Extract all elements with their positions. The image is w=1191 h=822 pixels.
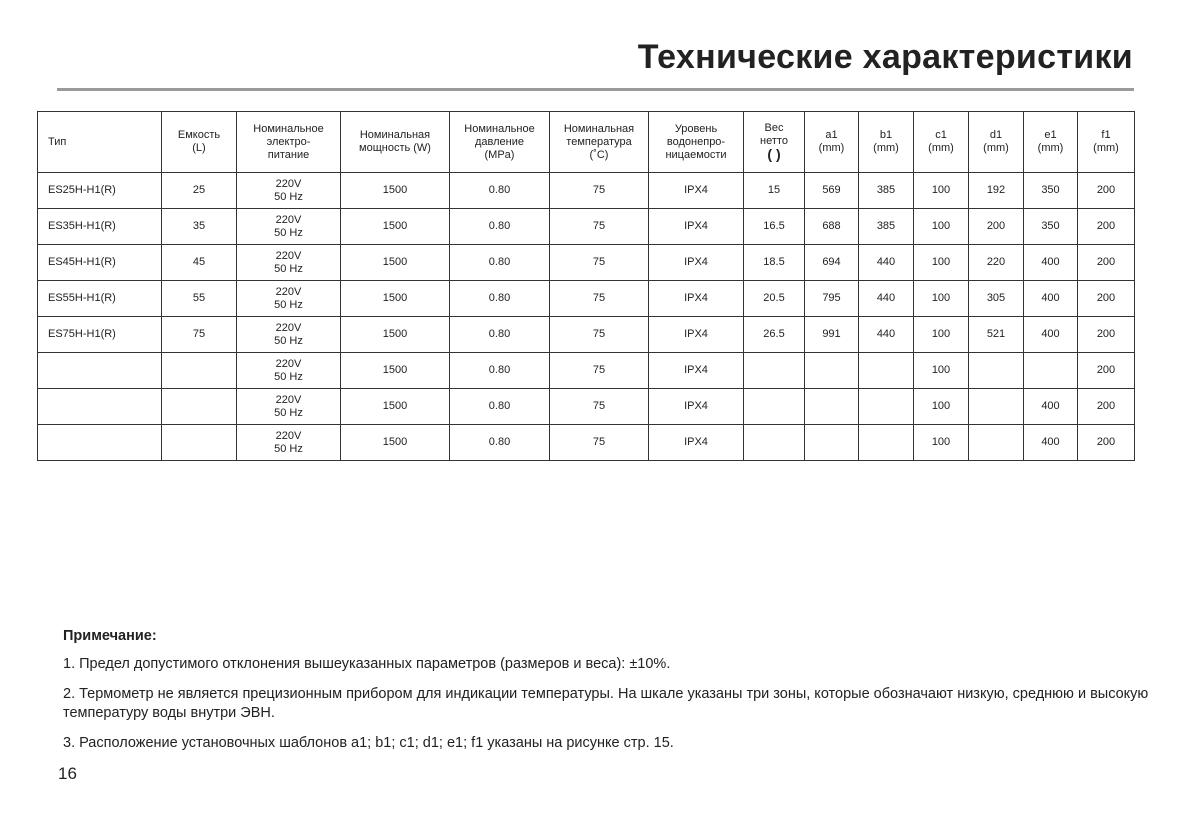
cell-b1 xyxy=(859,425,914,461)
cell-weight: 20.5 xyxy=(744,281,805,317)
cell-power-supply xyxy=(237,317,341,353)
table-row xyxy=(38,317,1135,353)
cell-frequency: 50 Hz xyxy=(274,370,303,383)
spec-table xyxy=(37,111,1135,461)
cell-b1: 440 xyxy=(859,281,914,317)
cell-d1 xyxy=(969,389,1024,425)
header-weight: Вес нетто ( ) xyxy=(744,112,805,173)
page-number: 16 xyxy=(58,764,77,783)
header-f1: f1 (mm) xyxy=(1078,112,1135,173)
cell-power-supply xyxy=(237,281,341,317)
cell-c1: 100 xyxy=(914,209,969,245)
header-temperature: Номинальная температура (˚C) xyxy=(550,112,649,173)
cell-pressure: 0.80 xyxy=(450,317,550,353)
cell-pressure: 0.80 xyxy=(450,389,550,425)
table-row xyxy=(38,281,1135,317)
cell-capacity: 35 xyxy=(162,209,237,245)
cell-temp: 75 xyxy=(550,173,649,209)
cell-pressure: 0.80 xyxy=(450,209,550,245)
cell-pressure: 0.80 xyxy=(450,245,550,281)
cell-f1: 200 xyxy=(1078,353,1135,389)
cell-frequency: 50 Hz xyxy=(274,262,303,275)
header-power: Номинальная мощность (W) xyxy=(341,112,450,173)
cell-e1: 400 xyxy=(1024,317,1078,353)
cell-a1: 795 xyxy=(805,281,859,317)
cell-c1: 100 xyxy=(914,173,969,209)
cell-weight xyxy=(744,353,805,389)
cell-b1: 385 xyxy=(859,173,914,209)
table-header-row xyxy=(38,112,1135,173)
cell-f1: 200 xyxy=(1078,389,1135,425)
title-divider xyxy=(57,88,1134,91)
header-waterproof: Уровень водонепро- ницаемости xyxy=(649,112,744,173)
cell-f1: 200 xyxy=(1078,317,1135,353)
cell-type xyxy=(38,389,162,425)
cell-ip: IPX4 xyxy=(649,173,744,209)
cell-a1 xyxy=(805,389,859,425)
cell-e1: 350 xyxy=(1024,209,1078,245)
cell-temp: 75 xyxy=(550,281,649,317)
cell-power: 1500 xyxy=(341,245,450,281)
cell-pressure: 0.80 xyxy=(450,173,550,209)
header-b1: b1 (mm) xyxy=(859,112,914,173)
cell-power-supply xyxy=(237,425,341,461)
cell-ip: IPX4 xyxy=(649,245,744,281)
cell-d1 xyxy=(969,353,1024,389)
cell-d1: 305 xyxy=(969,281,1024,317)
cell-d1: 200 xyxy=(969,209,1024,245)
cell-capacity: 45 xyxy=(162,245,237,281)
cell-a1: 694 xyxy=(805,245,859,281)
table-row xyxy=(38,425,1135,461)
cell-weight: 18.5 xyxy=(744,245,805,281)
cell-ip: IPX4 xyxy=(649,353,744,389)
cell-capacity: 55 xyxy=(162,281,237,317)
cell-capacity: 25 xyxy=(162,173,237,209)
cell-ip: IPX4 xyxy=(649,389,744,425)
cell-c1: 100 xyxy=(914,317,969,353)
cell-ip: IPX4 xyxy=(649,209,744,245)
cell-frequency: 50 Hz xyxy=(274,298,303,311)
cell-voltage: 220V xyxy=(275,249,302,262)
cell-weight: 15 xyxy=(744,173,805,209)
cell-c1: 100 xyxy=(914,245,969,281)
cell-pressure: 0.80 xyxy=(450,353,550,389)
cell-weight xyxy=(744,425,805,461)
table-row xyxy=(38,389,1135,425)
cell-voltage: 220V xyxy=(275,213,302,226)
cell-d1: 521 xyxy=(969,317,1024,353)
cell-type: ES75H-H1(R) xyxy=(38,317,162,353)
cell-type: ES35H-H1(R) xyxy=(38,209,162,245)
cell-capacity: 75 xyxy=(162,317,237,353)
cell-b1 xyxy=(859,389,914,425)
cell-f1: 200 xyxy=(1078,173,1135,209)
table-row xyxy=(38,209,1135,245)
header-d1: d1 (mm) xyxy=(969,112,1024,173)
cell-a1 xyxy=(805,353,859,389)
cell-voltage: 220V xyxy=(275,177,302,190)
cell-weight xyxy=(744,389,805,425)
cell-power: 1500 xyxy=(341,425,450,461)
cell-b1: 385 xyxy=(859,209,914,245)
cell-temp: 75 xyxy=(550,389,649,425)
cell-b1: 440 xyxy=(859,245,914,281)
cell-f1: 200 xyxy=(1078,245,1135,281)
cell-temp: 75 xyxy=(550,317,649,353)
cell-ip: IPX4 xyxy=(649,317,744,353)
cell-f1: 200 xyxy=(1078,425,1135,461)
note-item: 2. Термометр не является прецизионным прибором для индикации температуры. На шкале указаны три зоны, которые обозначают низкую, среднюю и высокую температуру воды внутри ЭВН. xyxy=(63,686,1149,721)
cell-ip: IPX4 xyxy=(649,281,744,317)
cell-pressure: 0.80 xyxy=(450,425,550,461)
cell-temp: 75 xyxy=(550,353,649,389)
header-capacity: Емкость (L) xyxy=(162,112,237,173)
cell-frequency: 50 Hz xyxy=(274,226,303,239)
header-power-supply: Номинальное электро- питание xyxy=(237,112,341,173)
cell-type: ES55H-H1(R) xyxy=(38,281,162,317)
cell-capacity xyxy=(162,389,237,425)
header-c1: c1 (mm) xyxy=(914,112,969,173)
cell-type xyxy=(38,353,162,389)
cell-power-supply xyxy=(237,209,341,245)
cell-power-supply xyxy=(237,353,341,389)
cell-e1: 400 xyxy=(1024,245,1078,281)
cell-capacity xyxy=(162,353,237,389)
cell-frequency: 50 Hz xyxy=(274,406,303,419)
notes-heading: Примечание: xyxy=(63,628,157,644)
cell-c1: 100 xyxy=(914,353,969,389)
cell-temp: 75 xyxy=(550,245,649,281)
cell-e1: 400 xyxy=(1024,389,1078,425)
cell-power-supply xyxy=(237,245,341,281)
page-title: Технические характеристики xyxy=(637,38,1133,76)
cell-a1: 569 xyxy=(805,173,859,209)
cell-power: 1500 xyxy=(341,353,450,389)
cell-power: 1500 xyxy=(341,173,450,209)
cell-e1: 400 xyxy=(1024,425,1078,461)
table-row xyxy=(38,245,1135,281)
cell-power: 1500 xyxy=(341,389,450,425)
header-e1: e1 (mm) xyxy=(1024,112,1078,173)
cell-pressure: 0.80 xyxy=(450,281,550,317)
cell-type xyxy=(38,425,162,461)
cell-voltage: 220V xyxy=(275,429,302,442)
cell-b1 xyxy=(859,353,914,389)
cell-type: ES45H-H1(R) xyxy=(38,245,162,281)
table-row xyxy=(38,353,1135,389)
cell-voltage: 220V xyxy=(275,285,302,298)
cell-f1: 200 xyxy=(1078,209,1135,245)
cell-power: 1500 xyxy=(341,317,450,353)
note-item: 3. Расположение установочных шаблонов a1; b1; c1; d1; e1; f1 указаны на рисунке стр. 15. xyxy=(63,735,674,751)
cell-voltage: 220V xyxy=(275,321,302,334)
cell-temp: 75 xyxy=(550,209,649,245)
cell-power-supply xyxy=(237,389,341,425)
table-row xyxy=(38,173,1135,209)
cell-frequency: 50 Hz xyxy=(274,442,303,455)
cell-weight: 16.5 xyxy=(744,209,805,245)
cell-e1: 350 xyxy=(1024,173,1078,209)
cell-power-supply xyxy=(237,173,341,209)
cell-c1: 100 xyxy=(914,389,969,425)
cell-d1: 192 xyxy=(969,173,1024,209)
cell-b1: 440 xyxy=(859,317,914,353)
cell-a1: 991 xyxy=(805,317,859,353)
cell-a1: 688 xyxy=(805,209,859,245)
note-item: 1. Предел допустимого отклонения вышеуказанных параметров (размеров и веса): ±10%. xyxy=(63,656,671,672)
cell-weight: 26.5 xyxy=(744,317,805,353)
cell-power: 1500 xyxy=(341,281,450,317)
header-pressure: Номинальное давление (MPa) xyxy=(450,112,550,173)
cell-e1: 400 xyxy=(1024,281,1078,317)
cell-capacity xyxy=(162,425,237,461)
cell-a1 xyxy=(805,425,859,461)
cell-c1: 100 xyxy=(914,425,969,461)
cell-power: 1500 xyxy=(341,209,450,245)
cell-voltage: 220V xyxy=(275,357,302,370)
header-a1: a1 (mm) xyxy=(805,112,859,173)
cell-d1: 220 xyxy=(969,245,1024,281)
cell-frequency: 50 Hz xyxy=(274,334,303,347)
cell-voltage: 220V xyxy=(275,393,302,406)
cell-frequency: 50 Hz xyxy=(274,190,303,203)
cell-temp: 75 xyxy=(550,425,649,461)
cell-f1: 200 xyxy=(1078,281,1135,317)
header-type: Тип xyxy=(38,112,162,173)
cell-e1 xyxy=(1024,353,1078,389)
cell-d1 xyxy=(969,425,1024,461)
cell-type: ES25H-H1(R) xyxy=(38,173,162,209)
cell-ip: IPX4 xyxy=(649,425,744,461)
notes-section xyxy=(63,628,1153,764)
cell-c1: 100 xyxy=(914,281,969,317)
